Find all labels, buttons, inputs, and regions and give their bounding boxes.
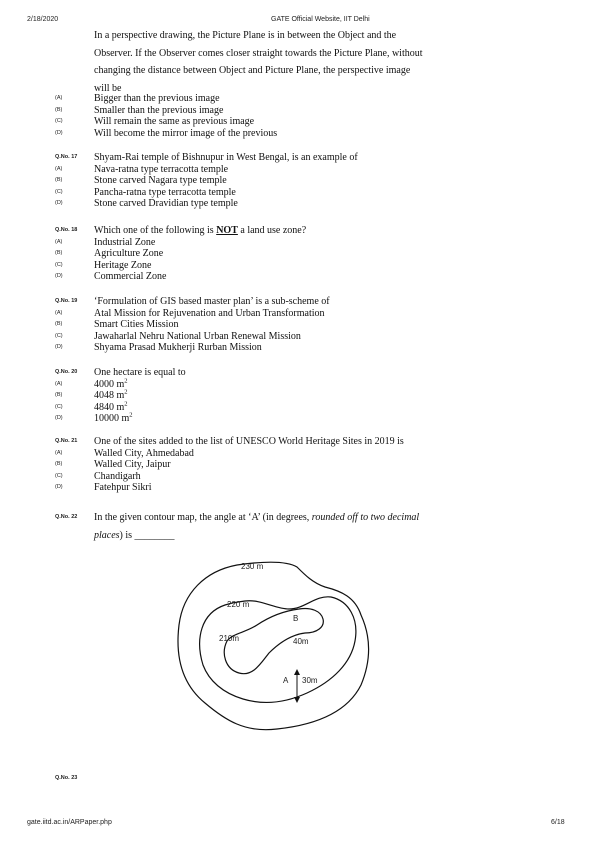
contour-map [165, 553, 385, 763]
label-b: B [293, 614, 299, 623]
question-16 [55, 27, 525, 139]
option-d [55, 271, 525, 283]
option-label: (B) [55, 461, 63, 468]
option-label: (D) [55, 415, 63, 422]
option-b [55, 459, 525, 471]
option-text: Jawaharlal Nehru National Urban Renewal Mission [94, 330, 301, 342]
option-d [55, 342, 525, 354]
question-number: Q.No. 20 [55, 369, 78, 375]
option-label: (A) [55, 238, 63, 245]
question-17 [55, 152, 525, 210]
option-text: Chandigarh [94, 470, 141, 482]
option-d [55, 198, 525, 210]
option-c [55, 331, 525, 343]
stem-text: a land use zone? [237, 225, 307, 236]
option-label: (C) [55, 472, 63, 479]
arrow-head-down [294, 697, 300, 703]
question-number: Q.No. 17 [55, 154, 78, 160]
option-a [55, 164, 525, 176]
site-title: GATE Official Website, IIT Delhi [271, 16, 370, 23]
option-text [94, 379, 128, 390]
question-stem: Shyam-Rai temple of Bishnupur in West Bengal, is an example of [94, 152, 358, 163]
option-label: (D) [55, 484, 63, 491]
contour-map-svg [165, 553, 385, 763]
option-b [55, 105, 525, 117]
option-text: Industrial Zone [94, 236, 156, 248]
page-url: gate.iitd.ac.in/ARPaper.php [27, 819, 112, 826]
option-b [55, 319, 525, 331]
option-text: Stone carved Dravidian type temple [94, 198, 238, 210]
option-text: Will remain the same as previous image [94, 116, 255, 128]
option-text [94, 402, 128, 413]
stem-text: Which one of the following is [94, 225, 217, 236]
question-number: Q.No. 22 [55, 514, 78, 520]
option-d [55, 128, 525, 140]
question-18 [55, 225, 525, 283]
option-text: Fatehpur Sikri [94, 482, 152, 494]
unit: m [116, 378, 125, 390]
option-label: (B) [55, 177, 63, 184]
unit: m [121, 413, 130, 425]
unit: m [116, 401, 125, 413]
option-label: (B) [55, 250, 63, 257]
option-text [94, 390, 128, 401]
question-number: Q.No. 19 [55, 298, 78, 304]
question-number: Q.No. 23 [55, 775, 78, 781]
question-21 [55, 436, 525, 494]
option-c [55, 187, 525, 199]
option-value: 10000 [94, 413, 122, 425]
option-label: (C) [55, 403, 63, 410]
stem-emphasis: rounded off to two decimal places [94, 512, 420, 541]
unit-power: 2 [124, 388, 128, 396]
option-d [55, 413, 525, 425]
option-c [55, 260, 525, 272]
option-text: Shyama Prasad Mukherji Rurban Mission [94, 342, 262, 354]
option-d [55, 482, 525, 494]
option-a [55, 237, 525, 249]
option-b [55, 175, 525, 187]
label-30m: 30m [302, 676, 318, 685]
option-text: Pancha-ratna type terracotta temple [94, 186, 236, 198]
option-text: Commercial Zone [94, 271, 167, 283]
page-number: 6/18 [551, 819, 565, 826]
unit: m [116, 390, 125, 402]
label-210m: 210m [219, 634, 240, 643]
option-label: (D) [55, 344, 63, 351]
option-c [55, 116, 525, 128]
option-text: Atal Mission for Rejuvenation and Urban Transformation [94, 307, 325, 319]
option-label: (A) [55, 449, 63, 456]
option-label: (C) [55, 118, 63, 125]
option-a [55, 448, 525, 460]
option-label: (D) [55, 200, 63, 207]
option-label: (A) [55, 95, 63, 101]
option-c [55, 471, 525, 483]
option-a [55, 308, 525, 320]
contour-230 [178, 562, 368, 730]
question-stem: One of the sites added to the list of UNESCO World Heritage Sites in 2019 is [94, 436, 404, 447]
unit-power: 2 [129, 411, 133, 419]
option-text: Nava-ratna type terracotta temple [94, 163, 229, 175]
option-label: (C) [55, 332, 63, 339]
option-text: Bigger than the previous image [94, 93, 220, 104]
option-text: Agriculture Zone [94, 248, 164, 260]
print-date: 2/18/2020 [27, 16, 59, 23]
option-label: (D) [55, 273, 63, 280]
option-label: (B) [55, 106, 63, 113]
option-a [55, 93, 525, 105]
unit-power: 2 [124, 377, 128, 385]
question-stem: In a perspective drawing, the Picture Plane is in between the Object and the Observer. If the Observer comes closer straight towards the Picture Plane, without changing the distance between Object and Picture Plane, the perspective image will be [94, 30, 423, 94]
question-stem [94, 225, 525, 237]
option-label: (B) [55, 321, 63, 328]
option-label: (C) [55, 261, 63, 268]
option-label: (A) [55, 380, 63, 387]
question-stem: ‘Formulation of GIS based master plan’ is a sub-scheme of [94, 296, 330, 307]
option-b [55, 248, 525, 260]
question-stem: One hectare is equal to [94, 367, 186, 378]
question-19 [55, 296, 525, 354]
option-value: 4000 [94, 378, 117, 390]
unit-power: 2 [124, 400, 128, 408]
option-value: 4048 [94, 390, 117, 402]
option-text: Walled City, Ahmedabad [94, 447, 194, 459]
option-label: (B) [55, 392, 63, 399]
option-label: (C) [55, 188, 63, 195]
option-label: (A) [55, 165, 63, 172]
option-text: Heritage Zone [94, 259, 152, 271]
label-a: A [283, 676, 289, 685]
option-c [55, 402, 525, 414]
option-text [94, 413, 133, 424]
question-number: Q.No. 18 [55, 227, 78, 233]
stem-text: In the given contour map, the angle at ‘A’ (in degrees, [94, 512, 312, 523]
option-text: Smaller than the previous image [94, 104, 224, 116]
label-220m: 220 m [227, 600, 250, 609]
question-number: Q.No. 21 [55, 438, 78, 444]
option-text: Smart Cities Mission [94, 319, 179, 331]
arrow-head-up [294, 669, 300, 675]
label-40m: 40m [293, 637, 309, 646]
option-text: Walled City, Jaipur [94, 459, 171, 471]
question-20 [55, 367, 525, 425]
option-label: (D) [55, 129, 63, 136]
emphasis-not: NOT [216, 225, 238, 236]
option-text: Will become the mirror image of the previous [94, 127, 278, 139]
option-value: 4840 [94, 401, 117, 413]
stem-text: ) is ________ [119, 529, 175, 541]
option-text: Stone carved Nagara type temple [94, 175, 227, 187]
label-230m: 230 m [241, 562, 264, 571]
contour-220 [200, 597, 356, 703]
option-label: (A) [55, 309, 63, 316]
question-22 [55, 509, 525, 544]
options-list [55, 93, 525, 139]
question-stem [94, 509, 439, 544]
